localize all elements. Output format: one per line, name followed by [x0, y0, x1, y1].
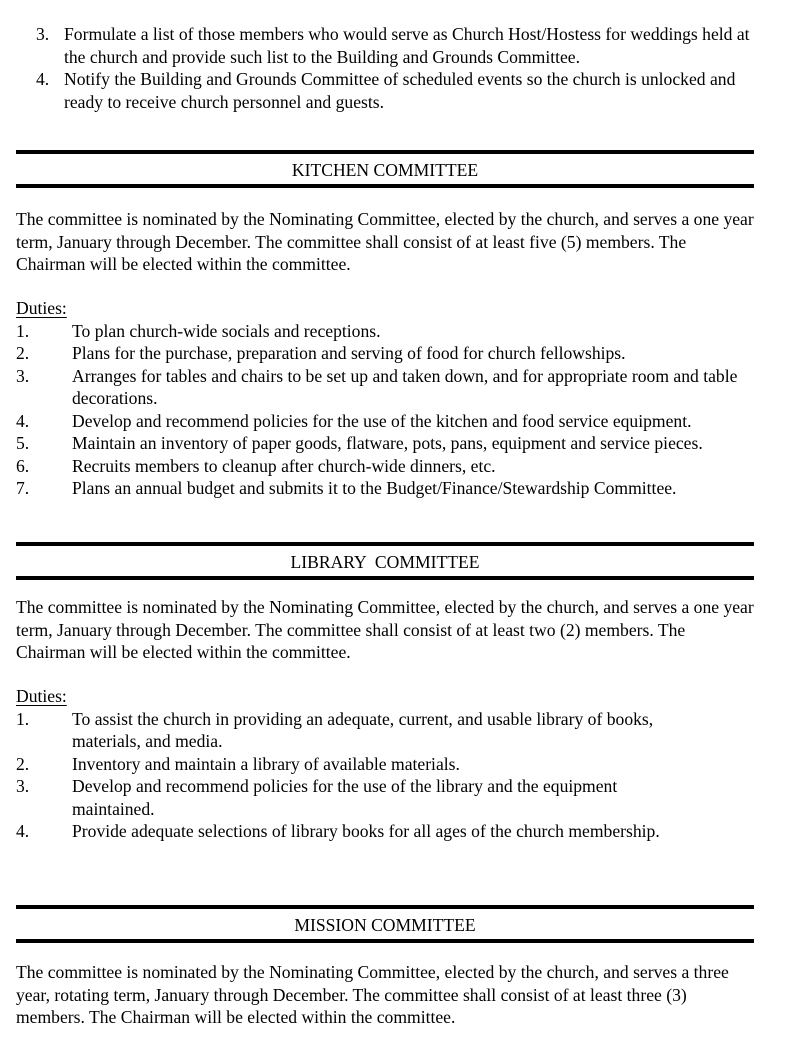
list-item: [16, 23, 761, 68]
duty-text: Plans an annual budget and submits it to the Budget/Finance/Stewardship Committee.: [72, 478, 677, 498]
duty-number: 3.: [16, 776, 30, 796]
duties-label: Duties:: [16, 298, 67, 318]
duty-text: Develop and recommend policies for the use of the kitchen and food service equipment.: [72, 410, 692, 431]
duty-item: [16, 775, 761, 820]
top-rule: [16, 542, 754, 546]
duty-text: Arranges for tables and chairs to be set up and taken down, and for appropriate room and table decorations.: [72, 365, 738, 408]
duty-number: 4.: [16, 821, 30, 841]
top-rule: [16, 150, 754, 154]
duty-item: [16, 477, 761, 500]
duty-number: 3.: [16, 365, 30, 386]
duty-text: To plan church-wide socials and receptions.: [72, 320, 381, 341]
duty-number: 2.: [16, 343, 30, 363]
bottom-rule: [16, 184, 754, 188]
library-intro-paragraph: The committee is nominated by the Nominating Committee, elected by the church, and serves a one year term, January through December. The committee shall consist of at least two (2) members. The Chairman will be elected within the committee.: [16, 597, 754, 662]
kitchen-duties: [16, 297, 761, 500]
item-number: 4.: [36, 69, 50, 89]
item-number: 3.: [36, 24, 50, 44]
bottom-rule: [16, 576, 754, 580]
duty-text: Provide adequate selections of library books for all ages of the church membership.: [72, 821, 660, 841]
duty-text: To assist the church in providing an adequate, current, and usable library of books, materials, and media.: [72, 708, 654, 751]
duty-number: 4.: [16, 410, 30, 431]
kitchen-committee-heading: [16, 150, 754, 188]
item-text: Formulate a list of those members who would serve as Church Host/Hostess for weddings held at the church and provide such list to the Building and Grounds Committee.: [64, 24, 750, 67]
duty-text: Develop and recommend policies for the use of the library and the equipment maintained.: [72, 776, 618, 819]
duty-item: [16, 753, 761, 776]
duty-number: 1.: [16, 708, 30, 729]
top-numbered-list: [16, 23, 761, 113]
library-committee-heading: [16, 542, 754, 580]
kitchen-intro-paragraph: The committee is nominated by the Nominating Committee, elected by the church, and serves a one year term, January through December. The committee shall consist of at least five (5) members. The Chairman will be elected within the committee.: [16, 209, 754, 274]
mission-intro-paragraph: The committee is nominated by the Nominating Committee, elected by the church, and serves a three year, rotating term, January through December. The committee shall consist of at least three (3) members. The Chairman will be elected within the committee.: [16, 962, 729, 1027]
list-item: [16, 68, 761, 113]
item-text: Notify the Building and Grounds Committee of scheduled events so the church is unlocked and ready to receive church personnel and guests.: [64, 69, 736, 112]
duty-text: Plans for the purchase, preparation and serving of food for church fellowships.: [72, 343, 626, 363]
duty-item: [16, 342, 761, 365]
bottom-rule: [16, 939, 754, 943]
top-rule: [16, 905, 754, 909]
duty-number: 6.: [16, 455, 30, 476]
section-title: KITCHEN COMMITTEE: [291, 160, 479, 180]
duty-item: [16, 708, 761, 753]
duties-label: Duties:: [16, 686, 67, 706]
section-title: LIBRARY COMMITTEE: [290, 552, 480, 572]
duty-item: [16, 410, 761, 433]
duty-item: [16, 365, 761, 410]
section-title: MISSION COMMITTEE: [294, 915, 476, 935]
duty-number: 5.: [16, 433, 30, 453]
duty-item: [16, 432, 761, 455]
duty-item: [16, 455, 761, 478]
duty-number: 1.: [16, 320, 30, 341]
duty-number: 7.: [16, 478, 30, 498]
duty-text: Maintain an inventory of paper goods, flatware, pots, pans, equipment and service pieces.: [72, 433, 703, 453]
duty-number: 2.: [16, 753, 30, 774]
library-duties: [16, 685, 761, 843]
duty-item: [16, 820, 761, 843]
duty-text: Recruits members to cleanup after church-wide dinners, etc.: [72, 455, 496, 476]
mission-committee-heading: [16, 905, 754, 943]
duty-text: Inventory and maintain a library of available materials.: [72, 753, 460, 774]
duty-item: [16, 320, 761, 343]
